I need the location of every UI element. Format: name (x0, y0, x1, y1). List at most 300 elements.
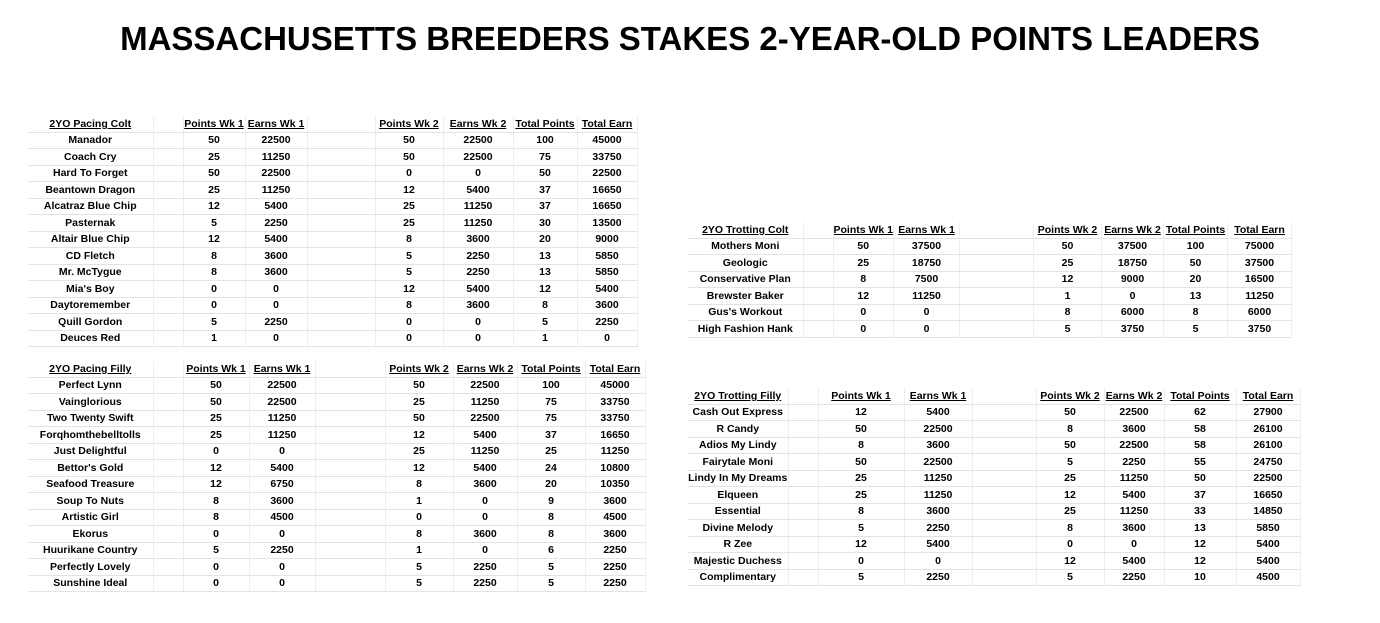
points-wk1: 5 (183, 215, 245, 232)
total-earn: 5850 (577, 248, 637, 265)
total-earn: 16650 (1236, 487, 1300, 504)
total-points: 37 (513, 198, 577, 215)
earns-wk2: 2250 (443, 264, 513, 281)
gap-cell (153, 264, 183, 281)
points-wk1: 0 (183, 575, 249, 592)
earns-wk2: 11250 (443, 215, 513, 232)
gap-cell (972, 437, 1036, 454)
gap-cell (803, 222, 833, 238)
gap-cell (972, 454, 1036, 471)
points-wk2: 50 (375, 132, 443, 149)
points-wk2: 5 (385, 559, 453, 576)
earns-wk1: 0 (904, 553, 972, 570)
points-wk2: 50 (385, 410, 453, 427)
horse-name: Lindy In My Dreams (688, 470, 788, 487)
table-row (688, 404, 1300, 421)
earns-wk1: 3600 (249, 493, 315, 510)
gap-cell (788, 421, 818, 438)
points-wk1: 5 (183, 314, 245, 331)
points-wk1-header: Points Wk 1 (183, 361, 249, 377)
earns-wk2: 5400 (443, 182, 513, 199)
total-earn: 33750 (585, 410, 645, 427)
table-row (28, 526, 645, 543)
points-wk1: 12 (183, 198, 245, 215)
earns-wk1: 11250 (894, 288, 960, 305)
gap-cell (153, 330, 183, 347)
earns-wk2: 0 (443, 314, 513, 331)
gap-cell (972, 503, 1036, 520)
points-wk1: 5 (818, 520, 904, 537)
earns-wk2: 2250 (453, 575, 517, 592)
total-earn: 3750 (1228, 321, 1292, 338)
points-wk2: 12 (1036, 487, 1104, 504)
total-points-header: Total Points (513, 116, 577, 132)
table-row (28, 182, 637, 199)
total-earn: 16650 (585, 427, 645, 444)
points-wk2: 5 (1034, 321, 1102, 338)
total-points-header: Total Points (1164, 222, 1228, 238)
table-row (28, 509, 645, 526)
horse-name: Fairytale Moni (688, 454, 788, 471)
table-row (28, 215, 637, 232)
total-earn: 5400 (1236, 536, 1300, 553)
earns-wk2-header: Earns Wk 2 (1104, 388, 1164, 404)
table-row (688, 520, 1300, 537)
horse-name: Altair Blue Chip (28, 231, 153, 248)
gap-cell (315, 493, 385, 510)
earns-wk2: 0 (443, 165, 513, 182)
gap-cell (972, 470, 1036, 487)
table-row (28, 394, 645, 411)
total-earn: 22500 (577, 165, 637, 182)
total-earn: 16650 (577, 198, 637, 215)
table-row (688, 553, 1300, 570)
points-wk2: 0 (375, 314, 443, 331)
points-wk1: 12 (818, 536, 904, 553)
earns-wk2: 3600 (453, 526, 517, 543)
earns-wk2: 11250 (1104, 503, 1164, 520)
total-points: 62 (1164, 404, 1236, 421)
points-wk1: 0 (183, 526, 249, 543)
earns-wk1-header: Earns Wk 1 (894, 222, 960, 238)
total-earn: 33750 (585, 394, 645, 411)
points-wk2: 25 (1034, 255, 1102, 272)
table-row (28, 281, 637, 298)
total-earn: 5850 (1236, 520, 1300, 537)
total-points: 58 (1164, 421, 1236, 438)
earns-wk2: 22500 (443, 132, 513, 149)
gap-cell (972, 569, 1036, 586)
points-wk2: 50 (385, 377, 453, 394)
earns-wk1: 11250 (904, 470, 972, 487)
points-wk1: 12 (183, 231, 245, 248)
table-row (28, 297, 637, 314)
points-wk2: 25 (1036, 503, 1104, 520)
total-points: 8 (517, 509, 585, 526)
points-wk2: 5 (1036, 454, 1104, 471)
gap-cell (153, 215, 183, 232)
points-wk2: 50 (1036, 404, 1104, 421)
total-earn: 75000 (1228, 238, 1292, 255)
table-row (688, 421, 1300, 438)
table-row (688, 487, 1300, 504)
earns-wk1: 18750 (894, 255, 960, 272)
points-wk2: 1 (385, 542, 453, 559)
total-earn: 24750 (1236, 454, 1300, 471)
points-wk1: 25 (183, 149, 245, 166)
total-earn: 26100 (1236, 421, 1300, 438)
total-earn: 5400 (1236, 553, 1300, 570)
total-earn: 2250 (585, 575, 645, 592)
earns-wk2: 22500 (453, 410, 517, 427)
earns-wk1: 3600 (245, 248, 307, 265)
horse-name: Daytoremember (28, 297, 153, 314)
total-points: 5 (517, 559, 585, 576)
total-earn: 10800 (585, 460, 645, 477)
table-row (28, 330, 637, 347)
total-points: 100 (513, 132, 577, 149)
gap-cell (315, 575, 385, 592)
earns-wk2: 5400 (1104, 487, 1164, 504)
horse-name: Mia's Boy (28, 281, 153, 298)
points-wk1: 5 (818, 569, 904, 586)
earns-wk1: 2250 (245, 314, 307, 331)
gap-cell (788, 536, 818, 553)
division-name-header: 2YO Trotting Colt (688, 222, 803, 238)
total-points: 75 (513, 149, 577, 166)
total-points: 9 (517, 493, 585, 510)
total-points: 25 (517, 443, 585, 460)
points-wk2: 12 (375, 182, 443, 199)
total-points: 12 (1164, 553, 1236, 570)
points-wk1: 8 (818, 503, 904, 520)
total-points: 10 (1164, 569, 1236, 586)
earns-wk2: 0 (1104, 536, 1164, 553)
table-row (688, 470, 1300, 487)
earns-wk1: 5400 (904, 536, 972, 553)
total-earn-header: Total Earn (585, 361, 645, 377)
earns-wk2: 2250 (453, 559, 517, 576)
earns-wk2: 5400 (453, 460, 517, 477)
points-wk2: 50 (1036, 437, 1104, 454)
earns-wk2: 22500 (1104, 437, 1164, 454)
total-points: 20 (513, 231, 577, 248)
earns-wk2: 5400 (443, 281, 513, 298)
gap-cell (153, 575, 183, 592)
table-row (688, 536, 1300, 553)
table-row (28, 443, 645, 460)
points-wk1: 0 (183, 443, 249, 460)
earns-wk1: 22500 (249, 394, 315, 411)
earns-wk2: 22500 (453, 377, 517, 394)
gap-cell (307, 165, 375, 182)
points-wk2: 5 (1036, 569, 1104, 586)
earns-wk2: 3600 (453, 476, 517, 493)
points-wk2: 12 (1034, 271, 1102, 288)
total-earn-header: Total Earn (1228, 222, 1292, 238)
points-wk2-header: Points Wk 2 (385, 361, 453, 377)
gap-cell (315, 377, 385, 394)
horse-name: Forqhomthebelltolls (28, 427, 153, 444)
horse-name: CD Fletch (28, 248, 153, 265)
gap-cell (153, 410, 183, 427)
earns-wk1: 2250 (904, 520, 972, 537)
gap-cell (788, 487, 818, 504)
total-points: 100 (1164, 238, 1228, 255)
gap-cell (307, 264, 375, 281)
gap-cell (960, 238, 1034, 255)
points-wk2: 0 (375, 330, 443, 347)
gap-cell (972, 536, 1036, 553)
total-points: 24 (517, 460, 585, 477)
total-points: 12 (1164, 536, 1236, 553)
points-wk2: 50 (375, 149, 443, 166)
total-points: 33 (1164, 503, 1236, 520)
gap-cell (788, 388, 818, 404)
horse-name: Pasternak (28, 215, 153, 232)
gap-cell (972, 520, 1036, 537)
points-wk1: 50 (833, 238, 894, 255)
header-row (28, 361, 645, 377)
horse-name: Beantown Dragon (28, 182, 153, 199)
total-earn: 37500 (1228, 255, 1292, 272)
points-wk1: 25 (818, 470, 904, 487)
horse-name: Perfectly Lovely (28, 559, 153, 576)
points-wk2: 25 (375, 198, 443, 215)
earns-wk1: 5400 (245, 198, 307, 215)
total-points: 13 (1164, 288, 1228, 305)
points-wk2: 25 (375, 215, 443, 232)
division-name-header: 2YO Pacing Filly (28, 361, 153, 377)
total-points: 13 (1164, 520, 1236, 537)
total-points: 20 (1164, 271, 1228, 288)
gap-cell (972, 553, 1036, 570)
gap-cell (972, 388, 1036, 404)
gap-cell (153, 248, 183, 265)
total-earn: 16650 (577, 182, 637, 199)
earns-wk1: 11250 (245, 149, 307, 166)
total-earn: 3600 (577, 297, 637, 314)
points-wk1: 8 (833, 271, 894, 288)
earns-wk1: 5400 (904, 404, 972, 421)
points-wk1: 50 (183, 377, 249, 394)
points-wk1: 8 (183, 509, 249, 526)
points-wk2: 25 (385, 394, 453, 411)
gap-cell (788, 553, 818, 570)
total-points: 37 (1164, 487, 1236, 504)
total-earn: 10350 (585, 476, 645, 493)
horse-name: Mr. McTygue (28, 264, 153, 281)
table-row (28, 427, 645, 444)
total-earn: 11250 (585, 443, 645, 460)
earns-wk2: 0 (453, 542, 517, 559)
earns-wk1: 37500 (894, 238, 960, 255)
gap-cell (803, 321, 833, 338)
earns-wk2-header: Earns Wk 2 (443, 116, 513, 132)
gap-cell (153, 182, 183, 199)
gap-cell (153, 281, 183, 298)
points-wk1-header: Points Wk 1 (833, 222, 894, 238)
gap-cell (153, 559, 183, 576)
total-points: 5 (1164, 321, 1228, 338)
earns-wk1: 0 (245, 330, 307, 347)
gap-cell (960, 255, 1034, 272)
earns-wk1: 22500 (904, 454, 972, 471)
points-wk2: 1 (1034, 288, 1102, 305)
earns-wk2: 3750 (1102, 321, 1164, 338)
table-row (28, 231, 637, 248)
gap-cell (788, 470, 818, 487)
gap-cell (307, 116, 375, 132)
earns-wk2: 22500 (443, 149, 513, 166)
horse-name: Just Delightful (28, 443, 153, 460)
table-row (688, 271, 1292, 288)
points-wk1: 50 (183, 132, 245, 149)
gap-cell (315, 394, 385, 411)
points-wk1: 50 (818, 454, 904, 471)
total-earn: 14850 (1236, 503, 1300, 520)
points-wk2-header: Points Wk 2 (1034, 222, 1102, 238)
earns-wk1: 2250 (904, 569, 972, 586)
table-row (688, 238, 1292, 255)
earns-wk1: 0 (249, 526, 315, 543)
horse-name: Deuces Red (28, 330, 153, 347)
division-name-header: 2YO Pacing Colt (28, 116, 153, 132)
total-earn: 5850 (577, 264, 637, 281)
header-row (28, 116, 637, 132)
earns-wk2: 5400 (453, 427, 517, 444)
total-earn: 9000 (577, 231, 637, 248)
points-wk1: 25 (833, 255, 894, 272)
points-wk2: 0 (385, 509, 453, 526)
total-earn: 27900 (1236, 404, 1300, 421)
earns-wk1: 2250 (249, 542, 315, 559)
earns-wk1: 0 (894, 321, 960, 338)
earns-wk2: 5400 (1104, 553, 1164, 570)
gap-cell (788, 454, 818, 471)
gap-cell (960, 304, 1034, 321)
table-row (688, 454, 1300, 471)
trotting-colt-table (688, 222, 1292, 338)
horse-name: Elqueen (688, 487, 788, 504)
points-wk1: 25 (183, 427, 249, 444)
gap-cell (788, 503, 818, 520)
horse-name: Conservative Plan (688, 271, 803, 288)
earns-wk2: 2250 (1104, 569, 1164, 586)
pacing-filly-table (28, 361, 646, 592)
points-wk2: 8 (1036, 520, 1104, 537)
total-points: 1 (513, 330, 577, 347)
gap-cell (803, 288, 833, 305)
trotting-filly-table (688, 388, 1301, 586)
points-wk1: 1 (183, 330, 245, 347)
total-earn: 2250 (585, 542, 645, 559)
pacing-colt-table (28, 116, 638, 347)
horse-name: Majestic Duchess (688, 553, 788, 570)
total-points: 55 (1164, 454, 1236, 471)
gap-cell (153, 165, 183, 182)
gap-cell (307, 132, 375, 149)
gap-cell (153, 509, 183, 526)
total-earn: 16500 (1228, 271, 1292, 288)
horse-name: Coach Cry (28, 149, 153, 166)
gap-cell (788, 520, 818, 537)
earns-wk2: 22500 (1104, 404, 1164, 421)
total-earn: 3600 (585, 493, 645, 510)
gap-cell (153, 493, 183, 510)
gap-cell (788, 404, 818, 421)
table-row (688, 503, 1300, 520)
points-wk1: 0 (833, 321, 894, 338)
table-row (688, 569, 1300, 586)
gap-cell (960, 288, 1034, 305)
gap-cell (153, 460, 183, 477)
horse-name: Artistic Girl (28, 509, 153, 526)
gap-cell (788, 569, 818, 586)
table-row (28, 149, 637, 166)
gap-cell (972, 404, 1036, 421)
earns-wk2: 3600 (443, 297, 513, 314)
gap-cell (307, 182, 375, 199)
total-earn: 26100 (1236, 437, 1300, 454)
gap-cell (153, 377, 183, 394)
earns-wk1: 0 (245, 281, 307, 298)
earns-wk2: 3600 (443, 231, 513, 248)
table-row (28, 476, 645, 493)
gap-cell (307, 215, 375, 232)
horse-name: Gus's Workout (688, 304, 803, 321)
horse-name: Cash Out Express (688, 404, 788, 421)
total-earn: 3600 (585, 526, 645, 543)
earns-wk1: 0 (249, 559, 315, 576)
points-wk2: 12 (375, 281, 443, 298)
gap-cell (153, 427, 183, 444)
horse-name: Ekorus (28, 526, 153, 543)
total-points: 37 (517, 427, 585, 444)
points-wk2: 8 (375, 297, 443, 314)
points-wk2: 8 (1034, 304, 1102, 321)
points-wk1: 12 (818, 404, 904, 421)
points-wk1: 25 (818, 487, 904, 504)
gap-cell (315, 427, 385, 444)
gap-cell (307, 198, 375, 215)
earns-wk2: 11250 (1104, 470, 1164, 487)
table-row (688, 255, 1292, 272)
total-points-header: Total Points (517, 361, 585, 377)
total-points: 5 (517, 575, 585, 592)
table-row (688, 304, 1292, 321)
gap-cell (315, 443, 385, 460)
earns-wk2: 0 (1102, 288, 1164, 305)
horse-name: Hard To Forget (28, 165, 153, 182)
earns-wk1-header: Earns Wk 1 (249, 361, 315, 377)
gap-cell (315, 526, 385, 543)
gap-cell (788, 437, 818, 454)
points-wk2: 1 (385, 493, 453, 510)
points-wk1: 12 (183, 476, 249, 493)
gap-cell (972, 421, 1036, 438)
earns-wk1: 11250 (245, 182, 307, 199)
points-wk1: 0 (183, 559, 249, 576)
earns-wk1: 7500 (894, 271, 960, 288)
points-wk1: 50 (183, 394, 249, 411)
gap-cell (153, 231, 183, 248)
gap-cell (960, 321, 1034, 338)
header-row (688, 222, 1292, 238)
gap-cell (315, 361, 385, 377)
total-points: 50 (513, 165, 577, 182)
total-points-header: Total Points (1164, 388, 1236, 404)
